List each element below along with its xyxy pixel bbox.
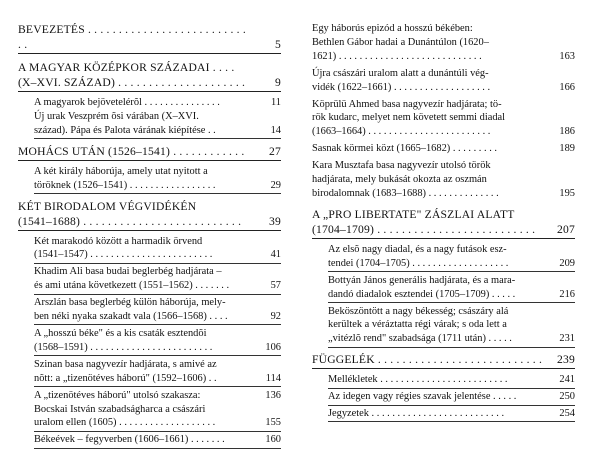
toc-page-number: 29 (270, 179, 281, 191)
toc-entry (312, 243, 575, 271)
toc-page-number: 5 (275, 38, 281, 51)
toc-entry-title: Khadim Ali basa budai beglerbég hadjárata – és ami utána következett (1551–1562) . . . . . . . (34, 266, 230, 292)
toc-page-number: 11 14 (270, 97, 281, 136)
toc-page-number: 41 (270, 249, 281, 261)
toc-entry (18, 165, 281, 193)
toc-entry (312, 390, 575, 404)
toc-entry (312, 142, 575, 156)
toc-entry-title: Újra császári uralom alatt a dunántúli vég- vidék (1622–1661) . . . . . . . . . . . . . . . . . . . (312, 67, 491, 93)
toc-entry-title: Arszlán basa beglerbég külön háborúja, mely- ben néki nyaka szakadt vala (1566–1568) . . . . (34, 297, 228, 323)
toc-entry (312, 373, 575, 387)
toc-entry-title: Békeévek – fegyverben (1606–1661) . . . . . . . (34, 434, 225, 446)
toc-page-number: 239 (557, 353, 575, 367)
toc-entry-title: A „hosszú béke" és a kis csaták esztendõi (1568–1591) . . . . . . . . . . . . . . . . . . . . . . . . (34, 327, 213, 353)
toc-page-number: 163 (559, 50, 575, 62)
toc-entry-title: A „tizenötéves háború" utolsó szakasza: Bocskai István szabadságharca a császári uralom ellen (1605) . . . . . . . . . . . . . . . . . . . (34, 389, 216, 429)
toc-entry-title: A MAGYAR KÖZÉPKOR SZÁZADAI . . . . (X–XVI. SZÁZAD) . . . . . . . . . . . . . . . . . . . . . (18, 61, 246, 89)
toc-entry-title: Mellékletek . . . . . . . . . . . . . . . . . . . . . . . . . (328, 374, 508, 386)
toc-entry-title: KÉT BIRODALOM VÉGVIDÉKÉN (1541–1688) . . . . . . . . . . . . . . . . . . . . . . . . . . (18, 199, 242, 228)
toc-entry (18, 433, 281, 447)
toc-entry-title: Egy háborús epizód a hosszú békében: Bethlen Gábor hadai a Dunántúlon (1620– 1621) . . . . . . . . . . . . . . . . . . . . . . . . . . . . (312, 23, 489, 62)
toc-page-number: 39 (269, 214, 281, 228)
toc-entry (18, 235, 281, 263)
toc-entry (18, 327, 281, 355)
toc-page-number: 27 (269, 144, 281, 158)
toc-page-number: 186 (559, 126, 575, 138)
toc-entry (18, 389, 281, 431)
toc-entry (312, 22, 575, 64)
toc-page-number: 254 (559, 408, 575, 420)
toc-section (18, 60, 281, 92)
toc-page-number: 160 (265, 434, 281, 446)
toc-entry (312, 98, 575, 140)
toc-entry (312, 407, 575, 421)
toc-entry-title: FÜGGELÉK . . . . . . . . . . . . . . . . . . . . . . . . . . . (312, 353, 543, 367)
toc-section (18, 22, 281, 54)
toc-entry-title: Két marakodó között a harmadik örvend (1541–1547) . . . . . . . . . . . . . . . . . . . . . . . . (34, 235, 213, 261)
toc-entry-title: Jegyzetek . . . . . . . . . . . . . . . . . . . . . . . . . . (328, 408, 505, 420)
toc-page-number: 166 (559, 81, 575, 93)
toc-entry-title: Az idegen vagy régies szavak jelentése . . . . . (328, 391, 517, 403)
toc-column-left (18, 22, 281, 450)
toc-entry-title: A „PRO LIBERTATE" ZÁSZLAI ALATT (1704–1709) . . . . . . . . . . . . . . . . . . . . . . . . . . (312, 207, 536, 236)
toc-entry (18, 296, 281, 324)
toc-column-right (312, 22, 575, 424)
toc-page-number: 241 (559, 374, 575, 386)
toc-entry-title: Az elsõ nagy diadal, és a nagy futások esz- tendei (1704–1705) . . . . . . . . . . . . . . . . . . . (328, 243, 509, 269)
toc-entry-title: Bottyán János generális hadjárata, és a mara- dandó diadalok esztendei (1705–1709) . . . . . (328, 274, 516, 300)
toc-page-number: 106 (265, 341, 281, 353)
toc-page-number: 209 (559, 257, 575, 269)
toc-entry-title: Beköszöntött a nagy békesség; császáry alá kerültek a véráztatta régi várak; s oda lett a „vitézlõ rend" szabadsága (1711 után) . . . . . (328, 305, 512, 345)
toc-page-number: 114 (265, 372, 281, 384)
toc-section (312, 352, 575, 369)
toc-entry-title: Szinan basa nagyvezír hadjárata, s amivé az nõtt: a „tizenötéves háború" (1592–1606) . . (34, 358, 217, 384)
toc-section (312, 207, 575, 239)
toc-section (18, 144, 281, 161)
toc-section (18, 199, 281, 231)
toc-entry-title: A magyarok bejövetelérõl . . . . . . . . . . . . . . . Új urak Veszprém õsi várában (X–XVI. század). Pápa és Palota várának kiépítése . . (34, 97, 220, 136)
toc-entry (18, 265, 281, 293)
toc-entry (312, 159, 575, 201)
toc-entry-title: A két király háborúja, amely utat nyitott a töröknek (1526–1541) . . . . . . . . . . . . . . . . . (34, 165, 216, 191)
toc-entry (18, 96, 281, 138)
toc-entry-title: MOHÁCS UTÁN (1526–1541) . . . . . . . . . . . . (18, 144, 245, 158)
toc-page-number: 207 (557, 222, 575, 236)
toc-entry (312, 274, 575, 302)
toc-page-number: 216 (559, 288, 575, 300)
toc-page-number: 57 (270, 280, 281, 292)
toc-entry-title: Köprülü Ahmed basa nagyvezír hadjárata; tö- rök kudarc, melyet nem követett semmi diadal (1663–1664) . . . . . . . . . . . . . . . . . . . . . . . . (312, 98, 506, 138)
toc-page-number: 231 (559, 333, 575, 345)
toc-entry (312, 67, 575, 95)
toc-entry-title: Kara Musztafa basa nagyvezír utolsó török hadjárata, mely bukását okozta az oszmán birodalomnak (1683–1688) . . . . . . . . . . . . . . (312, 160, 499, 199)
toc-entry-title: Sasnak körmei közt (1665–1682) . . . . . . . . . (312, 143, 497, 155)
toc-page-number: 195 (559, 187, 575, 199)
toc-page-number: 136 155 (265, 389, 281, 429)
toc-entry (312, 305, 575, 347)
toc-entry-title: BEVEZETÉS . . . . . . . . . . . . . . . . . . . . . . . . . . . . (18, 23, 246, 51)
toc-entry (18, 358, 281, 386)
toc-page-number: 92 (270, 311, 281, 323)
toc-page-number: 9 (275, 76, 281, 89)
toc-page-number: 250 (559, 391, 575, 403)
toc-page-number: 189 (559, 143, 575, 155)
